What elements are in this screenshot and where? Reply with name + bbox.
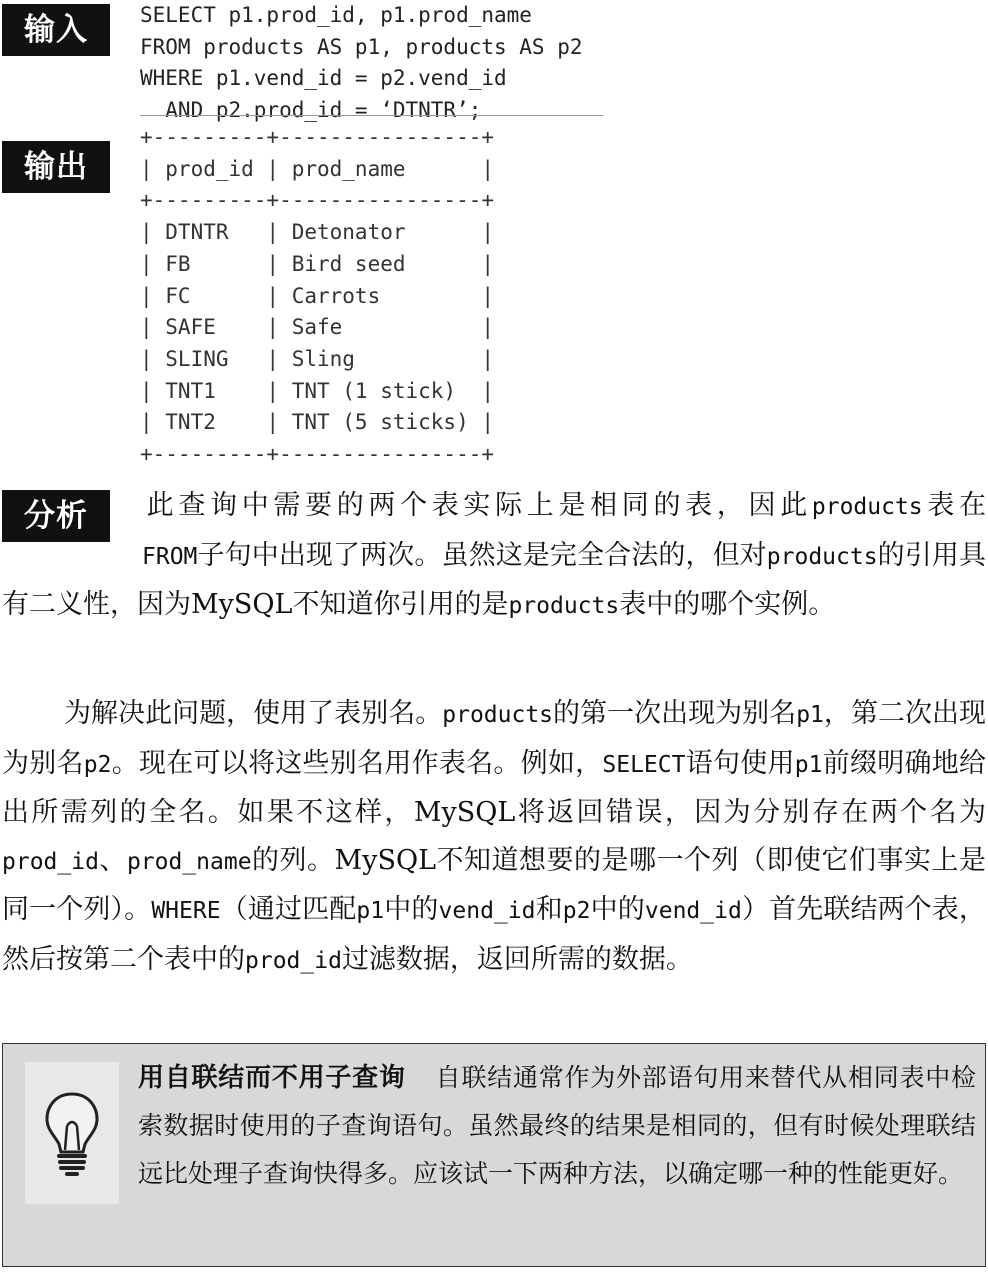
inline-code: WHERE xyxy=(151,898,221,924)
table-row: | FC | Carrots | xyxy=(140,283,495,308)
inline-code: products xyxy=(811,494,923,520)
inline-code: vend_id xyxy=(644,898,742,924)
inline-code: p1 xyxy=(794,751,823,778)
tip-text xyxy=(138,1054,976,1198)
text: 、 xyxy=(98,844,127,876)
alias-paragraph xyxy=(2,690,986,985)
inline-code: p1 xyxy=(356,898,385,924)
tip-body: 自联结通常作为外部语句用来替代从相同表中检索数据时使用的子查询语句。虽然最终的结果是相同的，但有时候处理联结远比处理子查询快得多。应该试一下两种方法，以确定哪一种的性能更好。 xyxy=(138,1063,976,1188)
table-row: | DTNTR | Detonator | xyxy=(140,220,495,245)
table-border: +---------+----------------+ xyxy=(140,188,495,213)
text: 为解决此问题，使用了表别名。 xyxy=(64,698,443,729)
code-line: SELECT p1.prod_id, p1.prod_name xyxy=(140,3,532,27)
code-line: WHERE p1.vend_id = p2.vend_id xyxy=(140,66,507,90)
inline-code: prod_name xyxy=(126,848,252,875)
code-line: FROM products AS p1, products AS p2 xyxy=(140,34,583,59)
inline-code: products xyxy=(442,702,554,728)
tip-icon-panel xyxy=(25,1062,119,1204)
output-table xyxy=(140,122,494,471)
text: 的引用具有二义性，因为MySQL不知道你引用的是 xyxy=(2,539,987,620)
table-row: | TNT2 | TNT (5 sticks) | xyxy=(140,410,495,435)
text: 前缀明确地给出所需列的全名。如果不这样，MySQL将返回错误，因为分别存在两个名为 xyxy=(2,747,987,828)
text: 和 xyxy=(535,894,563,925)
inline-code: products xyxy=(766,543,878,570)
text: 语句使用 xyxy=(685,747,795,779)
inline-code: p1 xyxy=(796,702,824,728)
text: 的列。MySQL不知道想要的是哪一个列（即使它们事实上是同一个列）。 xyxy=(2,844,986,925)
text: ，第二次出现为别名 xyxy=(2,698,987,779)
inline-code: FROM xyxy=(142,543,198,570)
text: 中的 xyxy=(590,894,645,925)
inline-code: p2 xyxy=(562,898,591,924)
table-border: +---------+----------------+ xyxy=(140,442,495,467)
text: 。现在可以将这些别名用作表名。例如， xyxy=(111,747,603,779)
text: 表中的哪个实例。 xyxy=(619,589,836,620)
code-divider xyxy=(140,115,603,116)
table-header-row: | prod_id | prod_name | xyxy=(140,156,495,181)
tip-box xyxy=(2,1043,986,1267)
text: 中的 xyxy=(384,894,439,925)
text: 过滤数据，返回所需的数据。 xyxy=(341,943,693,975)
inline-code: SELECT xyxy=(602,751,686,778)
text: 的第一次出现为别名 xyxy=(553,698,797,729)
inline-code: prod_id xyxy=(245,947,342,974)
analysis-paragraph xyxy=(2,482,986,631)
inline-code: p2 xyxy=(83,751,112,778)
inline-code: products xyxy=(508,593,620,619)
code-line: AND p2.prod_id = ‘DTNTR’; xyxy=(140,97,482,122)
inline-code: vend_id xyxy=(438,898,536,924)
text: 子句中出现了两次。虽然这是完全合法的，但对 xyxy=(197,539,767,571)
table-border: +---------+----------------+ xyxy=(140,125,495,149)
table-row: | TNT1 | TNT (1 stick) | xyxy=(140,378,495,403)
text: （通过匹配 xyxy=(220,894,357,925)
table-row: | SLING | Sling | xyxy=(140,346,495,371)
text: ）首先联结两个表，然后按第二个表中的 xyxy=(2,894,987,975)
sql-code-block xyxy=(140,0,583,126)
text: 表在 xyxy=(922,490,987,521)
lightbulb-icon xyxy=(43,1090,101,1180)
table-row: | FB | Bird seed | xyxy=(140,251,495,276)
output-label: 输出 xyxy=(2,141,110,193)
tip-title: 用自联结而不用子查询 xyxy=(138,1063,406,1093)
input-label: 输入 xyxy=(2,4,110,56)
analysis-label: 分析 xyxy=(2,490,110,542)
inline-code: prod_id xyxy=(2,848,99,875)
table-row: | SAFE | Safe | xyxy=(140,315,495,340)
text: 此查询中需要的两个表实际上是相同的表，因此 xyxy=(142,490,812,521)
